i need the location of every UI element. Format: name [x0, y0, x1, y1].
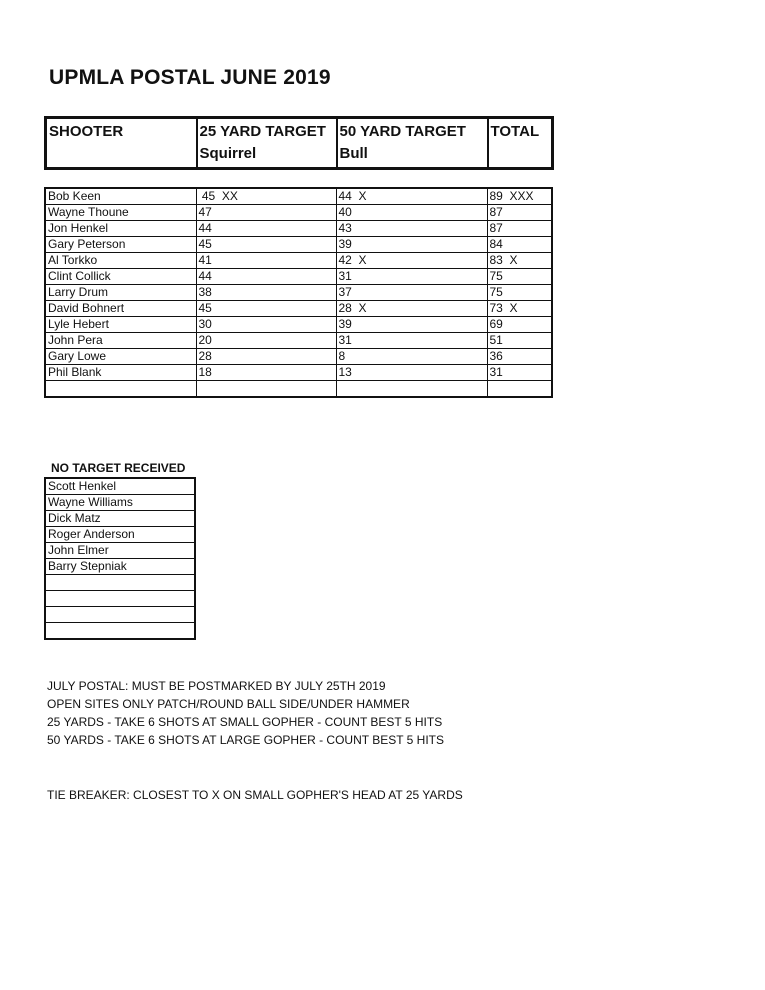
- list-item: [45, 527, 195, 543]
- total-cell: 89 XXX: [487, 188, 552, 205]
- shooter-cell: Clint Collick: [45, 269, 196, 285]
- header-50-yard: [337, 118, 488, 169]
- shooter-cell: John Pera: [45, 333, 196, 349]
- note-july-postal: JULY POSTAL: MUST BE POSTMARKED BY JULY 25TH 2019: [47, 679, 386, 693]
- total-cell: 36: [487, 349, 552, 365]
- results-table: [44, 187, 553, 398]
- yard25-cell: 30: [196, 317, 336, 333]
- note-25-yards: 25 YARDS - TAKE 6 SHOTS AT SMALL GOPHER - COUNT BEST 5 HITS: [47, 715, 443, 729]
- yard25-cell: 45: [196, 301, 336, 317]
- yard25-cell: 45: [196, 237, 336, 253]
- list-item: [45, 478, 195, 495]
- table-row: [45, 285, 552, 301]
- yard50-cell: 28 X: [336, 301, 487, 317]
- list-item: [45, 543, 195, 559]
- no-target-name: [45, 623, 195, 640]
- total-cell: 73 X: [487, 301, 552, 317]
- list-item: [45, 495, 195, 511]
- no-target-name: John Elmer: [45, 543, 195, 559]
- yard25-cell: 44: [196, 269, 336, 285]
- table-row: [45, 301, 552, 317]
- yard50-cell: 37: [336, 285, 487, 301]
- shooter-cell: Gary Lowe: [45, 349, 196, 365]
- no-target-name: Roger Anderson: [45, 527, 195, 543]
- shooter-cell: Gary Peterson: [45, 237, 196, 253]
- total-cell: 87: [487, 221, 552, 237]
- yard50-cell: 13: [336, 365, 487, 381]
- no-target-name: Barry Stepniak: [45, 559, 195, 575]
- note-open-sites: OPEN SITES ONLY PATCH/ROUND BALL SIDE/UNDER HAMMER: [47, 697, 410, 711]
- header-row: [46, 118, 553, 169]
- header-25-yard-label: 25 YARD TARGET: [199, 123, 326, 140]
- total-cell: 83 X: [487, 253, 552, 269]
- shooter-cell: Jon Henkel: [45, 221, 196, 237]
- yard50-cell: 8: [336, 349, 487, 365]
- yard25-cell: 44: [196, 221, 336, 237]
- table-row: [45, 205, 552, 221]
- yard50-cell: 39: [336, 237, 487, 253]
- list-item: [45, 607, 195, 623]
- note-50-yards: 50 YARDS - TAKE 6 SHOTS AT LARGE GOPHER - COUNT BEST 5 HITS: [47, 733, 444, 747]
- table-row: [45, 365, 552, 381]
- shooter-cell: David Bohnert: [45, 301, 196, 317]
- list-item: [45, 511, 195, 527]
- no-target-name: Wayne Williams: [45, 495, 195, 511]
- yard50-cell: 42 X: [336, 253, 487, 269]
- total-cell: 51: [487, 333, 552, 349]
- yard25-cell: 41: [196, 253, 336, 269]
- shooter-cell: Larry Drum: [45, 285, 196, 301]
- yard50-cell: 40: [336, 205, 487, 221]
- table-row: [45, 317, 552, 333]
- yard25-cell: 18: [196, 365, 336, 381]
- total-cell: 87: [487, 205, 552, 221]
- results-body: [45, 188, 552, 397]
- yard50-cell: 44 X: [336, 188, 487, 205]
- yard25-cell: 38: [196, 285, 336, 301]
- header-50-yard-target: Bull: [339, 145, 368, 162]
- no-target-name: Scott Henkel: [45, 478, 195, 495]
- shooter-cell: [45, 381, 196, 398]
- yard25-cell: 47: [196, 205, 336, 221]
- header-total-label: TOTAL: [490, 123, 540, 140]
- yard50-cell: 31: [336, 333, 487, 349]
- no-target-heading: NO TARGET RECEIVED: [51, 461, 186, 475]
- table-row: [45, 188, 552, 205]
- note-tie-breaker: TIE BREAKER: CLOSEST TO X ON SMALL GOPHER'S HEAD AT 25 YARDS: [47, 788, 463, 802]
- list-item: [45, 591, 195, 607]
- yard25-cell: 20: [196, 333, 336, 349]
- table-row: [45, 333, 552, 349]
- header-table: [44, 116, 554, 170]
- no-target-name: [45, 575, 195, 591]
- yard50-cell: 39: [336, 317, 487, 333]
- shooter-cell: Lyle Hebert: [45, 317, 196, 333]
- yard25-cell: 45 XX: [196, 188, 336, 205]
- header-shooter-label: SHOOTER: [49, 123, 124, 140]
- list-item: [45, 559, 195, 575]
- total-cell: 84: [487, 237, 552, 253]
- list-item: [45, 623, 195, 640]
- no-target-name: [45, 591, 195, 607]
- list-item: [45, 575, 195, 591]
- shooter-cell: Wayne Thoune: [45, 205, 196, 221]
- no-target-name: [45, 607, 195, 623]
- header-25-yard: [197, 118, 337, 169]
- header-25-yard-target: Squirrel: [199, 145, 257, 162]
- total-cell: 69: [487, 317, 552, 333]
- shooter-cell: Bob Keen: [45, 188, 196, 205]
- table-row: [45, 349, 552, 365]
- total-cell: 75: [487, 269, 552, 285]
- shooter-cell: Al Torkko: [45, 253, 196, 269]
- no-target-body: [45, 478, 195, 639]
- header-50-yard-label: 50 YARD TARGET: [339, 123, 466, 140]
- table-row: [45, 253, 552, 269]
- no-target-name: Dick Matz: [45, 511, 195, 527]
- yard50-cell: 31: [336, 269, 487, 285]
- table-row: [45, 237, 552, 253]
- page-title: UPMLA POSTAL JUNE 2019: [49, 66, 331, 89]
- header-total: [488, 118, 553, 169]
- yard50-cell: [336, 381, 487, 398]
- header-shooter: [46, 118, 197, 169]
- yard25-cell: 28: [196, 349, 336, 365]
- yard25-cell: [196, 381, 336, 398]
- table-row: [45, 221, 552, 237]
- total-cell: [487, 381, 552, 398]
- no-target-table: [44, 477, 196, 640]
- shooter-cell: Phil Blank: [45, 365, 196, 381]
- total-cell: 75: [487, 285, 552, 301]
- yard50-cell: 43: [336, 221, 487, 237]
- table-row: [45, 269, 552, 285]
- total-cell: 31: [487, 365, 552, 381]
- table-row: [45, 381, 552, 398]
